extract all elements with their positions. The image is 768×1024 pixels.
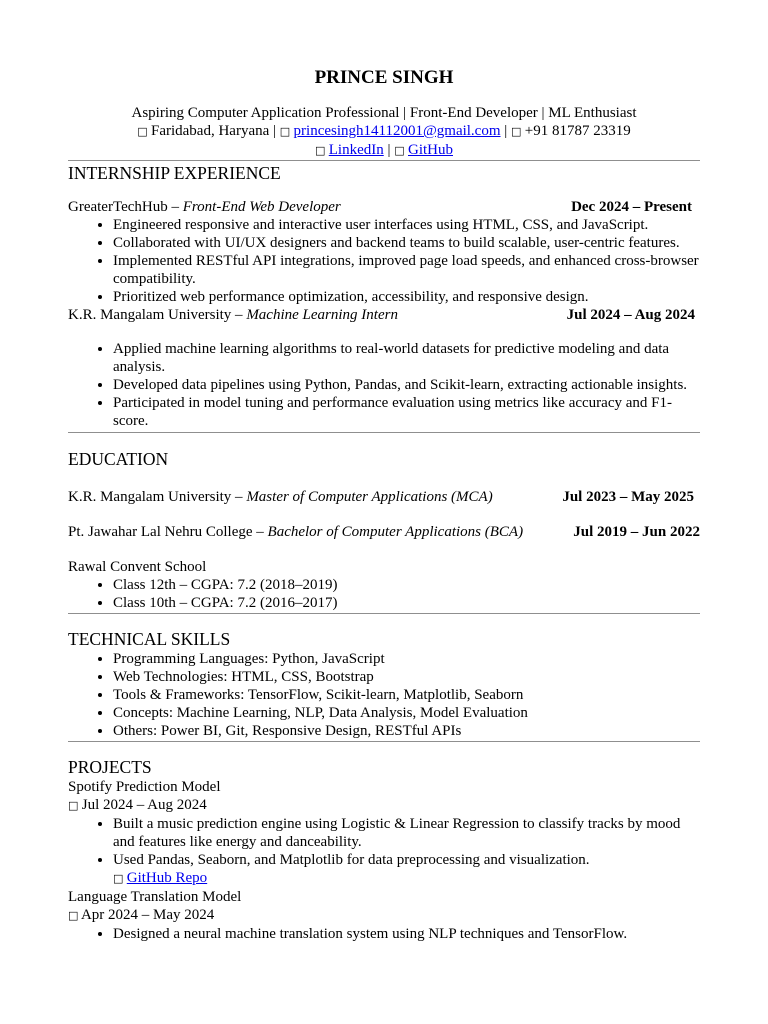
edu-school: K.R. Mangalam University – bbox=[68, 489, 247, 505]
location-icon: □ bbox=[137, 125, 148, 138]
list-item: • Concepts: Machine Learning, NLP, Data Analysis, Model Evaluation bbox=[113, 704, 700, 722]
list-item: • Participated in model tuning and performance evaluation using metrics like accuracy and F1-score. bbox=[113, 394, 700, 430]
list-item: • Collaborated with UI/UX designers and backend teams to build scalable, user-centric features. bbox=[113, 234, 700, 252]
separator: | bbox=[273, 123, 277, 139]
edu-school-line bbox=[68, 523, 523, 541]
calendar-icon: □ bbox=[68, 799, 79, 812]
list-item: • Engineered responsive and interactive user interfaces using HTML, CSS, and JavaScript. bbox=[113, 216, 700, 234]
divider bbox=[68, 741, 700, 742]
edu-school: Rawal Convent School bbox=[68, 559, 207, 575]
project-bullets bbox=[68, 815, 700, 888]
job-greatertechhub bbox=[68, 198, 700, 306]
list-item: • Programming Languages: Python, JavaScript bbox=[113, 650, 700, 668]
skills-list bbox=[68, 650, 700, 740]
contact-block bbox=[68, 104, 700, 160]
list-item: • Prioritized web performance optimization, accessibility, and responsive design. bbox=[113, 288, 700, 306]
project-date: Jul 2024 – Aug 2024 bbox=[81, 797, 207, 813]
edu-school: Pt. Jawahar Lal Nehru College – bbox=[68, 524, 268, 540]
divider bbox=[68, 160, 700, 161]
project-bullets bbox=[68, 925, 700, 943]
candidate-name: PRINCE SINGH bbox=[314, 67, 454, 88]
job-org: K.R. Mangalam University – bbox=[68, 307, 247, 323]
list-item: • Designed a neural machine translation system using NLP techniques and TensorFlow. bbox=[113, 925, 700, 943]
job-bullets bbox=[68, 340, 700, 430]
job-org-line bbox=[68, 306, 398, 324]
list-item: • Class 12th – CGPA: 7.2 (2018–2019) bbox=[113, 576, 700, 594]
linkedin-link[interactable]: LinkedIn bbox=[328, 142, 384, 158]
section-title-skills: TECHNICAL SKILLS bbox=[68, 629, 231, 649]
email-icon: □ bbox=[279, 125, 291, 138]
education-entry-mca bbox=[68, 488, 700, 506]
section-title-projects: PROJECTS bbox=[68, 757, 152, 777]
education-entry-school bbox=[68, 558, 700, 612]
list-item: • Class 10th – CGPA: 7.2 (2016–2017) bbox=[113, 594, 700, 612]
section-title-internship: INTERNSHIP EXPERIENCE bbox=[68, 163, 281, 183]
list-item-text: Used Pandas, Seaborn, and Matplotlib for data preprocessing and visualization. bbox=[113, 852, 590, 868]
edu-school-line bbox=[68, 488, 493, 506]
linkedin-icon: □ bbox=[315, 144, 326, 157]
section-title-education: EDUCATION bbox=[68, 449, 169, 469]
divider bbox=[68, 432, 700, 433]
job-org: GreaterTechHub – bbox=[68, 199, 183, 215]
github-icon: □ bbox=[394, 144, 405, 157]
divider bbox=[68, 613, 700, 614]
edu-bullets bbox=[68, 576, 700, 612]
list-item: • Web Technologies: HTML, CSS, Bootstrap bbox=[113, 668, 700, 686]
separator: | bbox=[387, 142, 391, 158]
github-link[interactable]: GitHub bbox=[408, 142, 453, 158]
edu-date: Jul 2023 – May 2025 bbox=[562, 489, 694, 505]
list-item: • Tools & Frameworks: TensorFlow, Scikit-learn, Matplotlib, Seaborn bbox=[113, 686, 700, 704]
job-date: Jul 2024 – Aug 2024 bbox=[566, 307, 695, 323]
education-entry-bca bbox=[68, 523, 700, 541]
email-link[interactable]: princesingh14112001@gmail.com bbox=[293, 123, 501, 139]
project-name: Language Translation Model bbox=[68, 889, 242, 905]
edu-degree: Bachelor of Computer Applications (BCA) bbox=[267, 524, 524, 540]
contact-line bbox=[68, 122, 700, 141]
project-translation bbox=[68, 888, 700, 943]
job-date: Dec 2024 – Present bbox=[571, 199, 692, 215]
job-header bbox=[68, 306, 700, 324]
list-item: • Others: Power BI, Git, Responsive Design, RESTful APIs bbox=[113, 722, 700, 740]
job-header bbox=[68, 198, 700, 216]
list-item: • Applied machine learning algorithms to real-world datasets for predictive modeling and data analysis. bbox=[113, 340, 700, 376]
calendar-icon: □ bbox=[68, 909, 79, 922]
github-repo-link[interactable]: GitHub Repo bbox=[126, 870, 208, 886]
list-item: • Developed data pipelines using Python, Pandas, and Scikit-learn, extracting actionable insights. bbox=[113, 376, 700, 394]
list-item: • Implemented RESTful API integrations, improved page load speeds, and enhanced cross-browser compatibility. bbox=[113, 252, 700, 288]
edu-degree: Master of Computer Applications (MCA) bbox=[246, 489, 493, 505]
job-role: Front-End Web Developer bbox=[182, 199, 341, 215]
project-date-line bbox=[68, 796, 700, 815]
tagline: Aspiring Computer Application Professional | Front-End Developer | ML Enthusiast bbox=[131, 105, 637, 121]
project-date-line bbox=[68, 906, 700, 925]
job-role: Machine Learning Intern bbox=[246, 307, 398, 323]
job-org-line bbox=[68, 198, 341, 216]
link-icon: □ bbox=[113, 872, 124, 885]
separator: | bbox=[504, 123, 508, 139]
resume-page bbox=[68, 64, 700, 943]
location-text: Faridabad, Haryana bbox=[150, 123, 270, 139]
job-krmu bbox=[68, 306, 700, 430]
edu-date: Jul 2019 – Jun 2022 bbox=[573, 524, 700, 540]
list-item bbox=[113, 851, 700, 888]
project-spotify bbox=[68, 778, 700, 888]
list-item: • Built a music prediction engine using Logistic & Linear Regression to classify tracks by mood and features like energy and danceability. bbox=[113, 815, 700, 851]
project-name: Spotify Prediction Model bbox=[68, 779, 221, 795]
project-date: Apr 2024 – May 2024 bbox=[80, 907, 215, 923]
phone-text: +91 81787 23319 bbox=[524, 123, 631, 139]
links-line bbox=[68, 141, 700, 160]
phone-icon: □ bbox=[511, 125, 522, 138]
job-bullets bbox=[68, 216, 700, 306]
